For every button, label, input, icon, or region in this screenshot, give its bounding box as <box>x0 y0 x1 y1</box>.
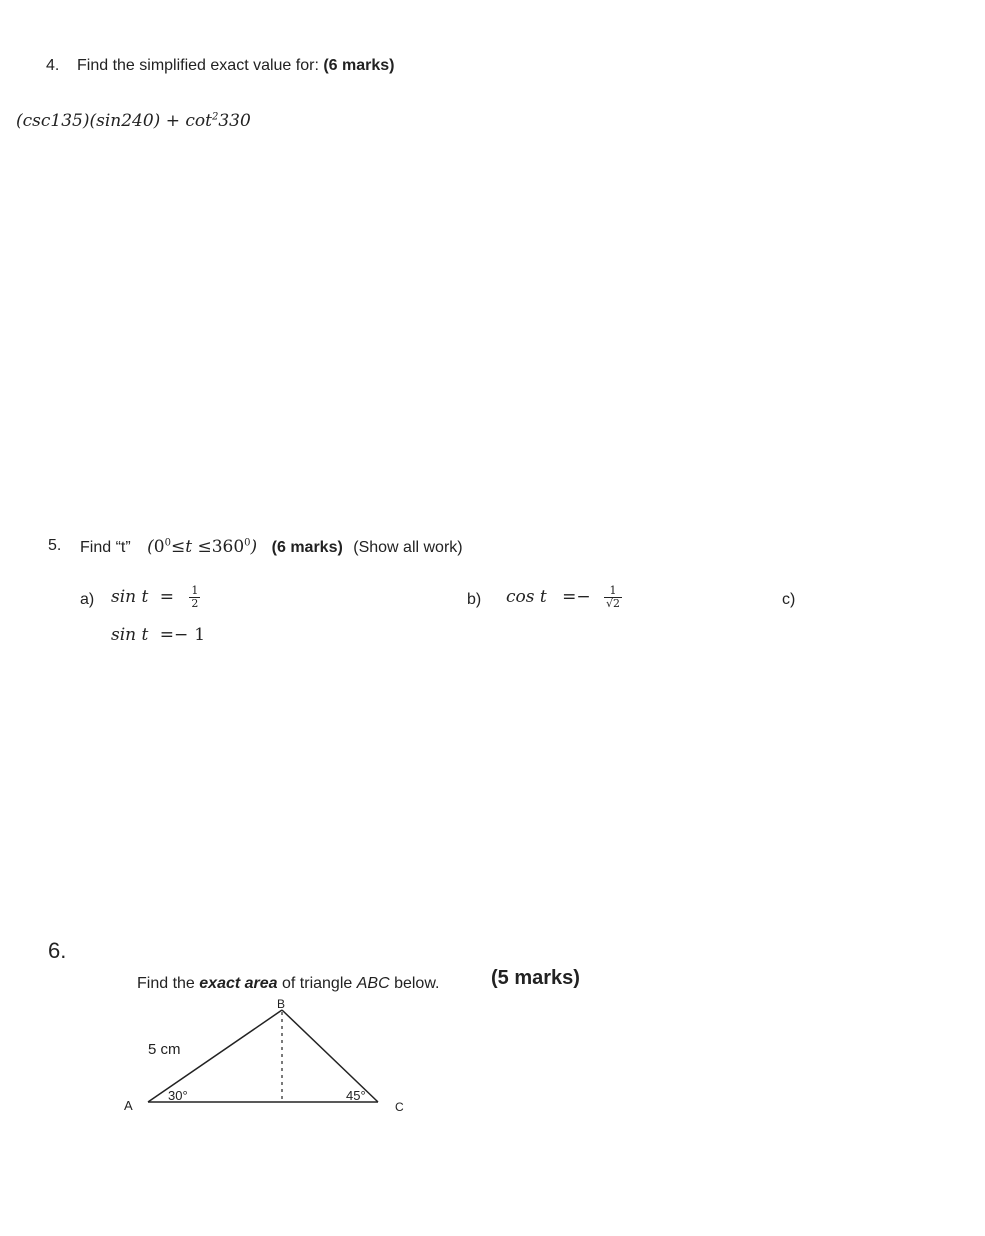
angle-label-a: 30° <box>168 1088 188 1103</box>
q5a-fraction: $\frac{1}{2}$ <box>191 584 199 610</box>
q5a-equation: sin t = $\frac{1}{2}$ <box>111 584 199 610</box>
vertex-c: C <box>395 1100 404 1114</box>
q4-marks: (6 marks) <box>323 57 395 74</box>
vertex-a: A <box>124 1098 133 1113</box>
q5-number: 5. <box>48 537 62 554</box>
q5-domain: $(0^0\le t \le 360^0)$ <box>147 537 258 557</box>
q6-prompt: Find the exact area of triangle ABC below. <box>137 975 440 992</box>
q5b-equation: cos t =− $\frac{1}{√2}$ <box>506 584 621 610</box>
side-label-ab: 5 cm <box>148 1041 181 1058</box>
q4-expr-part2: 330 <box>218 111 251 131</box>
q5a-label: a) <box>80 591 95 608</box>
q4-prompt <box>77 57 395 75</box>
q5-note: (Show all work) <box>353 539 463 556</box>
q4-expr-exponent: 2 <box>211 111 219 123</box>
q5-marks: (6 marks) <box>271 539 343 556</box>
q4-text: Find the simplified exact value for: <box>77 57 324 74</box>
q4-expr-part1: (csc135)(sin240) + cot <box>16 111 212 131</box>
q5-text: Find “t” <box>80 539 131 556</box>
q4-number: 4. <box>46 57 60 74</box>
angle-label-c: 45° <box>346 1088 366 1103</box>
q5a-equation-2: sin t =− 1 <box>111 625 206 645</box>
triangle-diagram <box>110 990 430 1120</box>
q6-number: 6. <box>48 938 67 963</box>
q5b-label: b) <box>467 591 482 608</box>
vertex-b: B <box>277 997 286 1011</box>
q6-emphasis: exact area <box>199 975 278 992</box>
q5-prompt <box>80 537 463 557</box>
q6-marks: (5 marks) <box>491 967 580 989</box>
q5b-fraction: $\frac{1}{√2}$ <box>606 584 621 610</box>
q6-triangle-name: ABC <box>356 975 390 992</box>
q4-expression <box>16 111 251 131</box>
q5c-label: c) <box>782 591 796 608</box>
